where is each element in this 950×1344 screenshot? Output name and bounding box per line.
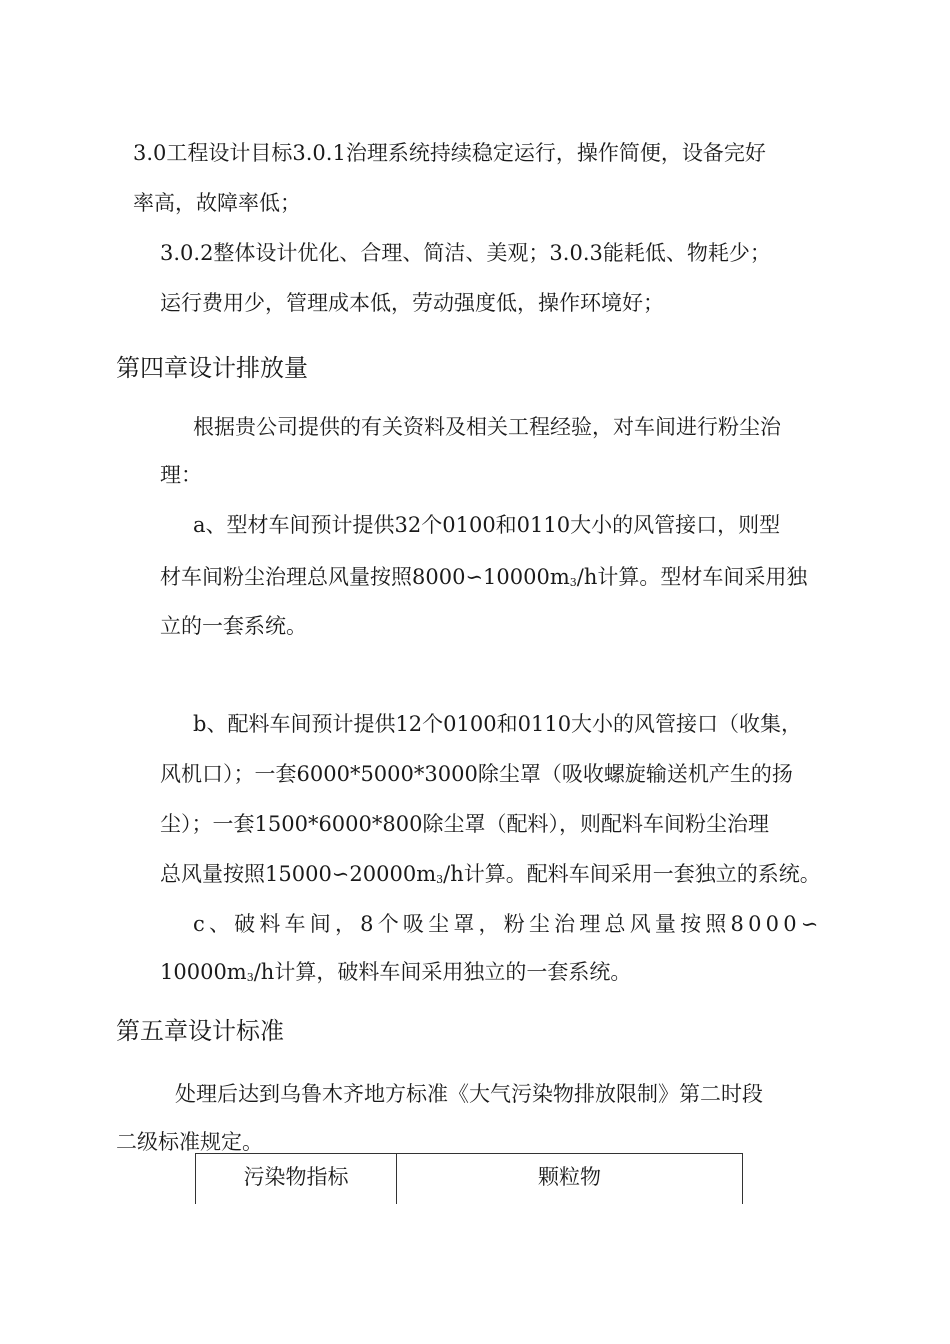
item-c-unit-superscript: 3 — [246, 971, 254, 984]
item-a-line-2-rest: /h计算。型材车间采用独 — [576, 565, 808, 589]
item-a-line-1: a、型材车间预计提供32个0100和0110大小的风管接口，则型 — [193, 513, 781, 537]
item-a-line-2 — [160, 563, 807, 597]
sec30-line-4: 运行费用少，管理成本低，劳动强度低，操作环境好； — [160, 291, 664, 315]
item-b-line-4-text: 总风量按照15000∽20000m — [160, 862, 437, 886]
item-c-line-1: c、破料车间，8个吸尘罩，粉尘治理总风量按照8000∽ — [193, 912, 823, 936]
item-b-line-3: 尘）；一套1500*6000*800除尘罩（配料），则配料车间粉尘治理 — [160, 812, 769, 836]
chapter5-title: 第五章设计标准 — [116, 1017, 284, 1045]
item-b-line-2: 风机口）；一套6000*5000*3000除尘罩（吸收螺旋输送机产生的扬 — [160, 762, 793, 786]
item-c-line-2 — [160, 958, 631, 992]
chapter4-intro-line-2: 理： — [160, 463, 202, 487]
item-c-line-2-rest: /h计算，破料车间采用独立的一套系统。 — [253, 960, 632, 984]
chapter4-title: 第四章设计排放量 — [116, 354, 308, 382]
chapter5-line-2: 二级标准规定。 — [116, 1130, 263, 1154]
table-header-particulate-matter: 颗粒物 — [538, 1165, 601, 1189]
item-a-unit-superscript: 3 — [569, 576, 577, 589]
item-a-line-2-text: 材车间粉尘治理总风量按照8000∽10000m — [160, 565, 570, 589]
sec30-line-2: 率高，故障率低； — [133, 191, 301, 215]
chapter5-line-1: 处理后达到乌鲁木齐地方标准《大气污染物排放限制》第二时段 — [175, 1082, 763, 1106]
sec30-line-1: 3.0工程设计目标3.0.1治理系统持续稳定运行，操作简便，设备完好 — [133, 141, 766, 165]
item-c-line-2-text: 10000m — [160, 960, 247, 984]
item-a-line-3: 立的一套系统。 — [160, 614, 307, 638]
item-b-line-4 — [160, 860, 821, 894]
pollutant-standard-table — [195, 1153, 743, 1204]
sec30-line-3: 3.0.2整体设计优化、合理、简洁、美观；3.0.3能耗低、物耗少； — [160, 241, 771, 265]
item-b-unit-superscript: 3 — [436, 873, 444, 886]
item-b-line-1: b、配料车间预计提供12个0100和0110大小的风管接口（收集， — [193, 712, 803, 736]
chapter4-intro-line-1: 根据贵公司提供的有关资料及相关工程经验，对车间进行粉尘治 — [193, 415, 781, 439]
item-b-line-4-rest: /h计算。配料车间采用一套独立的系统。 — [443, 862, 821, 886]
table-header-pollutant-index: 污染物指标 — [196, 1154, 397, 1204]
